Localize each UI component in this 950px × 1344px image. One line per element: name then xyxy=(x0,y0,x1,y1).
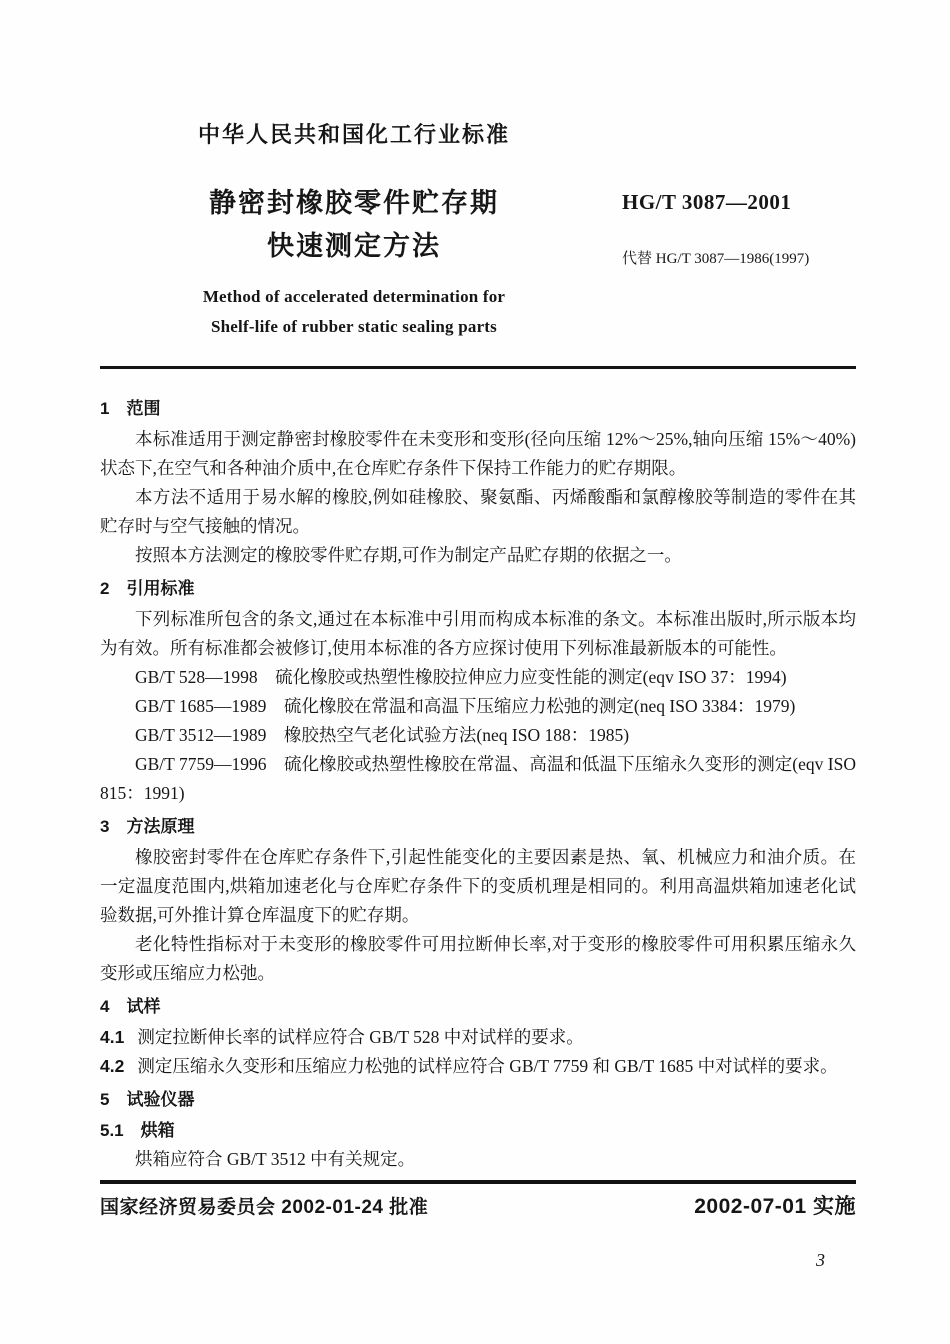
english-title-line2: Shelf-life of rubber static sealing parts xyxy=(210,317,497,336)
clause-text: 测定拉断伸长率的试样应符合 GB/T 528 中对试样的要求。 xyxy=(137,1027,584,1047)
clause-number: 4.2 xyxy=(100,1056,125,1076)
section-3-paragraph: 老化特性指标对于未变形的橡胶零件可用拉断伸长率,对于变形的橡胶零件可用积累压缩永久变形或压缩应力松弛。 xyxy=(100,934,856,983)
clause-4-1 xyxy=(100,1023,856,1052)
clause-4-2 xyxy=(100,1052,856,1081)
section-4-heading: 4 试样 xyxy=(100,997,161,1016)
standard-type-label: 中华人民共和国化工行业标准 xyxy=(198,122,511,147)
document-title-line2: 快速测定方法 xyxy=(267,231,441,261)
section-1-paragraph: 本方法不适用于易水解的橡胶,例如硅橡胶、聚氨酯、丙烯酸酯和氯醇橡胶等制造的零件在其贮存时与空气接触的情况。 xyxy=(100,487,856,536)
approval-note: 国家经济贸易委员会 2002-01-24 批准 xyxy=(100,1197,429,1218)
subsection-5-1-heading: 5.1 烘箱 xyxy=(100,1121,175,1140)
reference-item: GB/T 7759—1996 硫化橡胶或热塑性橡胶在常温、高温和低温下压缩永久变形的测定(eqv ISO 815：1991) xyxy=(100,754,856,803)
english-title-line1: Method of accelerated determination for xyxy=(202,287,506,306)
document-title-line1: 静密封橡胶零件贮存期 xyxy=(209,188,499,218)
section-5-paragraph: 烘箱应符合 GB/T 3512 中有关规定。 xyxy=(135,1149,416,1169)
reference-item: GB/T 528—1998 硫化橡胶或热塑性橡胶拉伸应力应变性能的测定(eqv ISO 37：1994) xyxy=(135,667,787,687)
footer xyxy=(100,1190,856,1220)
page-number: 3 xyxy=(816,1250,825,1270)
header-divider xyxy=(100,366,856,369)
clause-number: 4.1 xyxy=(100,1027,125,1047)
clause-text: 测定压缩永久变形和压缩应力松弛的试样应符合 GB/T 7759 和 GB/T 1685 中对试样的要求。 xyxy=(137,1056,838,1076)
footer-divider xyxy=(100,1180,856,1184)
reference-item: GB/T 1685—1989 硫化橡胶在常温和高温下压缩应力松弛的测定(neq ISO 3384：1979) xyxy=(135,696,796,716)
document-body xyxy=(100,394,856,1174)
section-5-heading: 5 试验仪器 xyxy=(100,1090,195,1109)
section-2-intro: 下列标准所包含的条文,通过在本标准中引用而构成本标准的条文。本标准出版时,所示版本均为有效。所有标准都会被修订,使用本标准的各方应探讨使用下列标准最新版本的可能性。 xyxy=(100,609,856,658)
replaces-note: 代替 HG/T 3087—1986(1997) xyxy=(622,251,810,267)
section-2-heading: 2 引用标准 xyxy=(100,579,195,598)
section-1-paragraph: 本标准适用于测定静密封橡胶零件在未变形和变形(径向压缩 12%～25%,轴向压缩 15%～40%)状态下,在空气和各种油介质中,在仓库贮存条件下保持工作能力的贮存期限。 xyxy=(100,429,856,478)
section-3-heading: 3 方法原理 xyxy=(100,817,195,836)
section-1-heading: 1 范围 xyxy=(100,399,161,418)
implementation-note: 2002-07-01 实施 xyxy=(694,1195,856,1218)
reference-item: GB/T 3512—1989 橡胶热空气老化试验方法(neq ISO 188：1985) xyxy=(135,725,630,745)
section-1-paragraph: 按照本方法测定的橡胶零件贮存期,可作为制定产品贮存期的依据之一。 xyxy=(135,545,682,565)
standard-number-block xyxy=(622,190,809,268)
standard-number: HG/T 3087—2001 xyxy=(622,190,792,214)
section-3-paragraph: 橡胶密封零件在仓库贮存条件下,引起性能变化的主要因素是热、氧、机械应力和油介质。在一定温度范围内,烘箱加速老化与仓库贮存条件下的变质机理是相同的。利用高温烘箱加速老化试验数据,可外推计算仓库温度下的贮存期。 xyxy=(100,847,856,925)
title-block xyxy=(100,182,608,342)
english-title-block xyxy=(100,282,608,342)
